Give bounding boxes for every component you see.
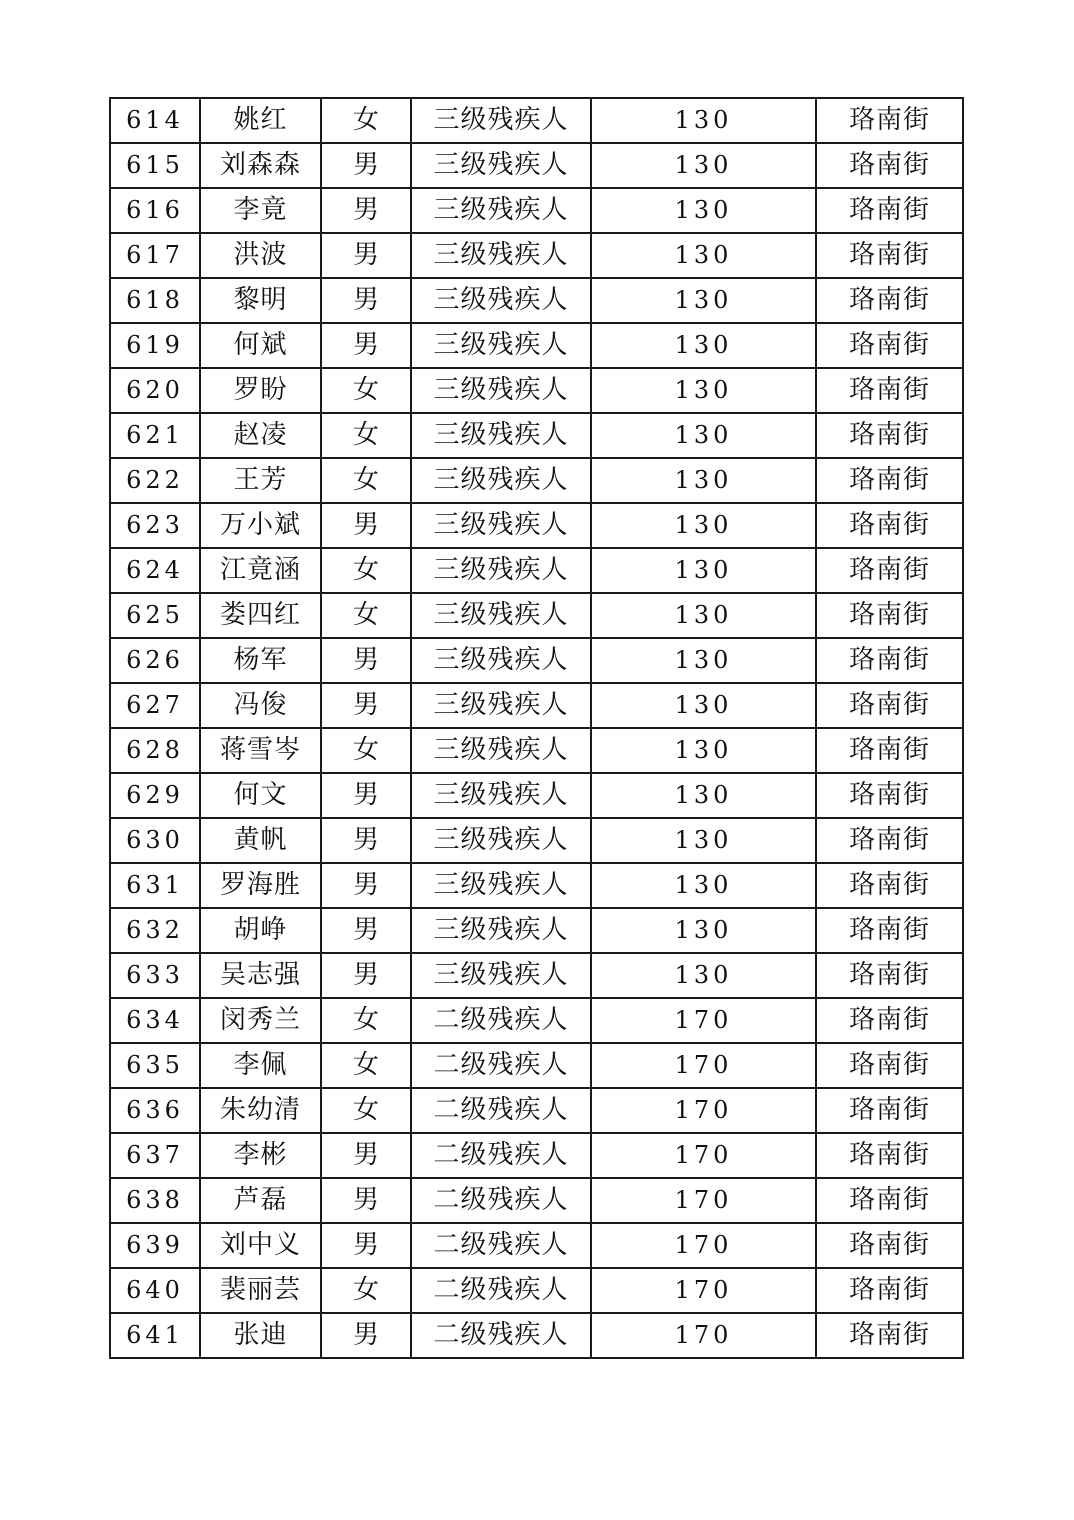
cell-disability-level: 三级残疾人 (411, 638, 591, 683)
cell-serial-number: 617 (110, 233, 200, 278)
cell-amount: 170 (591, 1313, 816, 1358)
cell-disability-level: 三级残疾人 (411, 458, 591, 503)
cell-serial-number: 622 (110, 458, 200, 503)
cell-name: 何文 (200, 773, 321, 818)
cell-name: 朱幼清 (200, 1088, 321, 1133)
cell-gender: 男 (321, 1313, 411, 1358)
cell-gender: 女 (321, 368, 411, 413)
cell-serial-number: 614 (110, 98, 200, 143)
cell-disability-level: 二级残疾人 (411, 1313, 591, 1358)
cell-name: 张迪 (200, 1313, 321, 1358)
cell-amount: 170 (591, 1178, 816, 1223)
cell-amount: 170 (591, 1268, 816, 1313)
cell-name: 洪波 (200, 233, 321, 278)
cell-disability-level: 二级残疾人 (411, 1223, 591, 1268)
cell-name: 吴志强 (200, 953, 321, 998)
table-row (110, 323, 963, 368)
cell-name: 杨军 (200, 638, 321, 683)
cell-name: 姚红 (200, 98, 321, 143)
cell-name: 何斌 (200, 323, 321, 368)
cell-disability-level: 三级残疾人 (411, 773, 591, 818)
cell-amount: 170 (591, 998, 816, 1043)
cell-name: 芦磊 (200, 1178, 321, 1223)
cell-disability-level: 三级残疾人 (411, 593, 591, 638)
cell-serial-number: 631 (110, 863, 200, 908)
cell-street: 珞南街 (816, 1043, 963, 1088)
cell-disability-level: 三级残疾人 (411, 953, 591, 998)
cell-amount: 130 (591, 278, 816, 323)
cell-disability-level: 三级残疾人 (411, 863, 591, 908)
cell-street: 珞南街 (816, 143, 963, 188)
cell-disability-level: 三级残疾人 (411, 728, 591, 773)
cell-amount: 170 (591, 1223, 816, 1268)
table-row (110, 548, 963, 593)
cell-gender: 女 (321, 1088, 411, 1133)
table-row (110, 1313, 963, 1358)
cell-serial-number: 633 (110, 953, 200, 998)
cell-gender: 男 (321, 683, 411, 728)
cell-amount: 130 (591, 953, 816, 998)
cell-serial-number: 624 (110, 548, 200, 593)
cell-gender: 男 (321, 1133, 411, 1178)
cell-street: 珞南街 (816, 98, 963, 143)
cell-street: 珞南街 (816, 233, 963, 278)
cell-name: 刘森森 (200, 143, 321, 188)
cell-disability-level: 三级残疾人 (411, 233, 591, 278)
cell-name: 万小斌 (200, 503, 321, 548)
table-row (110, 1178, 963, 1223)
cell-name: 娄四红 (200, 593, 321, 638)
cell-serial-number: 623 (110, 503, 200, 548)
cell-street: 珞南街 (816, 323, 963, 368)
cell-disability-level: 二级残疾人 (411, 1133, 591, 1178)
table-row (110, 503, 963, 548)
cell-gender: 男 (321, 773, 411, 818)
cell-amount: 130 (591, 458, 816, 503)
cell-name: 赵凌 (200, 413, 321, 458)
table-row (110, 413, 963, 458)
cell-amount: 130 (591, 368, 816, 413)
cell-amount: 130 (591, 863, 816, 908)
table-row (110, 773, 963, 818)
cell-serial-number: 627 (110, 683, 200, 728)
cell-street: 珞南街 (816, 728, 963, 773)
cell-street: 珞南街 (816, 908, 963, 953)
cell-street: 珞南街 (816, 1178, 963, 1223)
cell-amount: 170 (591, 1088, 816, 1133)
table-row (110, 1268, 963, 1313)
cell-serial-number: 635 (110, 1043, 200, 1088)
cell-name: 黄帆 (200, 818, 321, 863)
table-row (110, 458, 963, 503)
cell-disability-level: 三级残疾人 (411, 413, 591, 458)
cell-gender: 女 (321, 548, 411, 593)
table-row (110, 863, 963, 908)
cell-name: 罗盼 (200, 368, 321, 413)
cell-gender: 女 (321, 593, 411, 638)
cell-street: 珞南街 (816, 1313, 963, 1358)
table-row (110, 1088, 963, 1133)
cell-gender: 男 (321, 278, 411, 323)
cell-street: 珞南街 (816, 773, 963, 818)
cell-amount: 130 (591, 593, 816, 638)
table-row (110, 953, 963, 998)
cell-disability-level: 三级残疾人 (411, 188, 591, 233)
cell-gender: 女 (321, 1268, 411, 1313)
cell-street: 珞南街 (816, 683, 963, 728)
cell-gender: 男 (321, 1223, 411, 1268)
cell-serial-number: 615 (110, 143, 200, 188)
cell-amount: 130 (591, 323, 816, 368)
cell-serial-number: 636 (110, 1088, 200, 1133)
cell-gender: 男 (321, 233, 411, 278)
cell-serial-number: 632 (110, 908, 200, 953)
cell-gender: 女 (321, 728, 411, 773)
cell-amount: 130 (591, 728, 816, 773)
cell-name: 罗海胜 (200, 863, 321, 908)
cell-amount: 130 (591, 98, 816, 143)
cell-name: 刘中义 (200, 1223, 321, 1268)
cell-amount: 130 (591, 683, 816, 728)
table-row (110, 143, 963, 188)
table-row (110, 998, 963, 1043)
table-row (110, 98, 963, 143)
cell-serial-number: 618 (110, 278, 200, 323)
cell-amount: 130 (591, 233, 816, 278)
recipient-table (109, 97, 964, 1359)
table-row (110, 593, 963, 638)
cell-name: 裴丽芸 (200, 1268, 321, 1313)
cell-disability-level: 三级残疾人 (411, 503, 591, 548)
table-row (110, 1133, 963, 1178)
cell-amount: 130 (591, 188, 816, 233)
cell-disability-level: 三级残疾人 (411, 143, 591, 188)
table-row (110, 908, 963, 953)
cell-serial-number: 628 (110, 728, 200, 773)
cell-disability-level: 三级残疾人 (411, 278, 591, 323)
cell-gender: 女 (321, 458, 411, 503)
cell-name: 江竟涵 (200, 548, 321, 593)
table-row (110, 728, 963, 773)
cell-name: 闵秀兰 (200, 998, 321, 1043)
cell-street: 珞南街 (816, 458, 963, 503)
cell-disability-level: 二级残疾人 (411, 1043, 591, 1088)
cell-name: 李佩 (200, 1043, 321, 1088)
cell-street: 珞南街 (816, 818, 963, 863)
cell-name: 李竟 (200, 188, 321, 233)
cell-amount: 130 (591, 908, 816, 953)
cell-name: 冯俊 (200, 683, 321, 728)
table-row (110, 278, 963, 323)
cell-serial-number: 621 (110, 413, 200, 458)
cell-amount: 130 (591, 818, 816, 863)
cell-serial-number: 640 (110, 1268, 200, 1313)
cell-serial-number: 625 (110, 593, 200, 638)
cell-gender: 男 (321, 953, 411, 998)
cell-gender: 女 (321, 998, 411, 1043)
cell-gender: 男 (321, 323, 411, 368)
cell-street: 珞南街 (816, 593, 963, 638)
cell-disability-level: 三级残疾人 (411, 908, 591, 953)
cell-amount: 130 (591, 548, 816, 593)
cell-serial-number: 629 (110, 773, 200, 818)
cell-amount: 130 (591, 773, 816, 818)
cell-disability-level: 二级残疾人 (411, 1268, 591, 1313)
cell-disability-level: 二级残疾人 (411, 1178, 591, 1223)
cell-street: 珞南街 (816, 1268, 963, 1313)
cell-street: 珞南街 (816, 638, 963, 683)
cell-serial-number: 626 (110, 638, 200, 683)
cell-disability-level: 三级残疾人 (411, 683, 591, 728)
cell-disability-level: 三级残疾人 (411, 323, 591, 368)
cell-street: 珞南街 (816, 278, 963, 323)
cell-serial-number: 634 (110, 998, 200, 1043)
cell-serial-number: 641 (110, 1313, 200, 1358)
cell-disability-level: 三级残疾人 (411, 98, 591, 143)
cell-serial-number: 630 (110, 818, 200, 863)
cell-street: 珞南街 (816, 953, 963, 998)
cell-disability-level: 二级残疾人 (411, 998, 591, 1043)
cell-gender: 女 (321, 1043, 411, 1088)
cell-street: 珞南街 (816, 188, 963, 233)
cell-gender: 男 (321, 908, 411, 953)
cell-gender: 男 (321, 1178, 411, 1223)
cell-street: 珞南街 (816, 368, 963, 413)
cell-street: 珞南街 (816, 1133, 963, 1178)
table-row (110, 818, 963, 863)
cell-serial-number: 619 (110, 323, 200, 368)
cell-serial-number: 620 (110, 368, 200, 413)
cell-serial-number: 616 (110, 188, 200, 233)
cell-gender: 男 (321, 143, 411, 188)
cell-street: 珞南街 (816, 503, 963, 548)
cell-gender: 女 (321, 98, 411, 143)
cell-name: 胡峥 (200, 908, 321, 953)
table-row (110, 1223, 963, 1268)
cell-name: 李彬 (200, 1133, 321, 1178)
cell-name: 黎明 (200, 278, 321, 323)
table-body (110, 98, 963, 1358)
cell-amount: 130 (591, 143, 816, 188)
table-row (110, 188, 963, 233)
cell-amount: 170 (591, 1133, 816, 1178)
table-row (110, 683, 963, 728)
cell-gender: 男 (321, 818, 411, 863)
cell-street: 珞南街 (816, 1088, 963, 1133)
cell-gender: 女 (321, 413, 411, 458)
table-row (110, 1043, 963, 1088)
table-row (110, 233, 963, 278)
cell-gender: 男 (321, 638, 411, 683)
cell-name: 王芳 (200, 458, 321, 503)
cell-amount: 130 (591, 638, 816, 683)
table-row (110, 368, 963, 413)
cell-street: 珞南街 (816, 863, 963, 908)
cell-street: 珞南街 (816, 1223, 963, 1268)
cell-disability-level: 三级残疾人 (411, 548, 591, 593)
cell-serial-number: 638 (110, 1178, 200, 1223)
cell-gender: 男 (321, 503, 411, 548)
cell-gender: 男 (321, 863, 411, 908)
table-row (110, 638, 963, 683)
cell-name: 蒋雪岑 (200, 728, 321, 773)
cell-amount: 130 (591, 503, 816, 548)
cell-serial-number: 637 (110, 1133, 200, 1178)
cell-serial-number: 639 (110, 1223, 200, 1268)
cell-street: 珞南街 (816, 548, 963, 593)
cell-gender: 男 (321, 188, 411, 233)
cell-amount: 130 (591, 413, 816, 458)
cell-street: 珞南街 (816, 413, 963, 458)
cell-street: 珞南街 (816, 998, 963, 1043)
cell-disability-level: 三级残疾人 (411, 368, 591, 413)
cell-disability-level: 三级残疾人 (411, 818, 591, 863)
cell-amount: 170 (591, 1043, 816, 1088)
cell-disability-level: 二级残疾人 (411, 1088, 591, 1133)
